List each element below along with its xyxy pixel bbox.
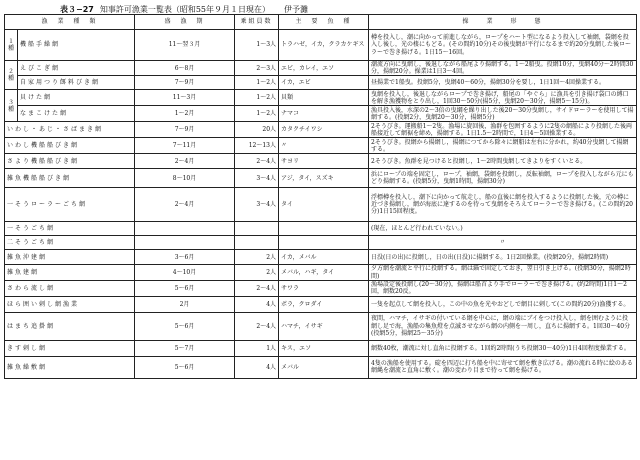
fish-species-cell: ナマコ — [279, 106, 369, 122]
fishery-type-cell: きす刺し網 — [5, 340, 135, 356]
category-cell: ３種 — [5, 90, 18, 122]
table-number: 表３−27 — [60, 5, 94, 14]
fishery-type-cell: 一そうごち網 — [5, 222, 135, 236]
operation-cell: 夕方網を潮流と平行に投網する。網は錨で固定しておき，翌日引き上げる。(投網30分，揚網2時間) — [369, 265, 637, 280]
table-row — [5, 356, 637, 378]
operation-cell: 曳網を投入し，後退しながらロープで巻き揚げ，船尾の「やぐら」に漁具を引き揚げ袋口の縛口を解き漁獲物をとり出し，1回30〜50分(揚5分，曳網20〜30分，揚網5〜15分)。 — [369, 90, 637, 106]
table-row — [5, 90, 637, 106]
header-row — [5, 15, 637, 30]
header-season: 盛 漁 期 — [135, 15, 235, 30]
table-title-text: 知事許可漁業一覧表（昭和55年９月１日現在） — [99, 5, 271, 14]
season-cell: 1〜2月 — [135, 106, 235, 122]
fishery-type-cell: 雑魚建網 — [5, 265, 135, 280]
fish-species-cell: ハマチ，イサギ — [279, 312, 369, 340]
header-operation: 操 業 形 態 — [369, 15, 637, 30]
fishery-type-cell: 雑魚繰敷網 — [5, 356, 135, 378]
season-cell: 3〜6月 — [135, 250, 235, 265]
crew-cell: 1〜2人 — [235, 106, 279, 122]
fish-species-cell — [279, 222, 369, 236]
operation-cell: 網数40枚，潮流に対し直角に投網する。1回約2時間(うち投網30〜40分)1日4回程度操業する。 — [369, 340, 637, 356]
fish-species-cell: 〃 — [279, 138, 369, 154]
operation-cell: 日没(日の出)に投網し，日の出(日没)に揚網する。1日2回操業。(投網20分，揚網2時間) — [369, 250, 637, 265]
season-cell: 7〜11月 — [135, 138, 235, 154]
table-row — [5, 122, 637, 138]
table-body — [5, 30, 637, 379]
season-cell: 5〜7月 — [135, 340, 235, 356]
fish-species-cell: サワラ — [279, 280, 369, 296]
table-row — [5, 296, 637, 312]
fish-species-cell: メバル — [279, 356, 369, 378]
fish-species-cell: イカ，エビ — [279, 76, 369, 90]
fish-species-cell: タイ — [279, 188, 369, 222]
season-cell: 6〜8月 — [135, 61, 235, 76]
crew-cell: 20人 — [235, 122, 279, 138]
crew-cell: 1人 — [235, 340, 279, 356]
fishery-type-cell: 雑魚沖建網 — [5, 250, 135, 265]
crew-cell: 2〜4人 — [235, 312, 279, 340]
crew-cell: 2〜3人 — [235, 61, 279, 76]
fish-species-cell: アジ，タイ，スズキ — [279, 169, 369, 188]
fish-species-cell: サヨリ — [279, 154, 369, 169]
crew-cell — [235, 236, 279, 250]
season-cell: 2月 — [135, 296, 235, 312]
fishery-type-cell: さわら流し網 — [5, 280, 135, 296]
operation-cell: (現在，ほとんど行われていない。) — [369, 222, 637, 236]
table-row — [5, 169, 637, 188]
fishery-type-cell: いわし機船船びき網 — [5, 138, 135, 154]
crew-cell: 3〜4人 — [235, 188, 279, 222]
fishery-type-cell: えびこぎ網 — [18, 61, 135, 76]
crew-cell: 2〜4人 — [235, 280, 279, 296]
season-cell: 11〜3月 — [135, 90, 235, 106]
table-row — [5, 340, 637, 356]
crew-cell: 4人 — [235, 356, 279, 378]
season-cell: 5〜6月 — [135, 356, 235, 378]
fishery-type-cell: はまち追掛網 — [5, 312, 135, 340]
fish-species-cell: 貝類 — [279, 90, 369, 106]
fishery-type-cell: 機船手繰網 — [18, 30, 135, 61]
fish-species-cell: メバル，ハギ，タイ — [279, 265, 369, 280]
table-row — [5, 61, 637, 76]
crew-cell: 1〜2人 — [235, 90, 279, 106]
table-row — [5, 265, 637, 280]
crew-cell: 2人 — [235, 265, 279, 280]
operation-cell: 夜間，ハマチ，イサギの付いている網を中心に，網の端にブイをつけ投入し，網を囲むように投網し足で海，漁船の集魚燈を点滅させながら網の内側を一周し，直ちに揚網する。1回30〜40分(投網5分，揚網25〜35分) — [369, 312, 637, 340]
operation-cell: 漁具投入後，水深の2〜3倍の曳綱を繰り出した後20〜30分曳網し，サイドローラーを使用して揚網する。(投網2分，曳網20〜30分，揚網5分) — [369, 106, 637, 122]
crew-cell: 1〜2人 — [235, 76, 279, 90]
fishery-type-cell: 貝けた網 — [18, 90, 135, 106]
operation-cell: 昼揚業で1船曳。投網5分，曳網40〜60分，揚網30分を要し，1日1回〜4回操業する。 — [369, 76, 637, 90]
table-row — [5, 106, 637, 122]
operation-cell: 浮標樽を投入し，潮下に向かって航走し，船の直後に網を投入するように投網した後，元の樽に近づき揚網し，網が海底に達するのを待って曳網をそろえてローラーで巻き揚げる。(この間約20分)1日15回程度。 — [369, 188, 637, 222]
crew-cell: 3〜4人 — [235, 169, 279, 188]
season-cell: 8〜10月 — [135, 169, 235, 188]
crew-cell: 1〜3人 — [235, 30, 279, 61]
table-row — [5, 154, 637, 169]
season-cell: 7〜9月 — [135, 122, 235, 138]
fish-species-cell: トラハゼ，イカ，クラカケギス — [279, 30, 369, 61]
fishery-type-cell: 雑魚機船船びき網 — [5, 169, 135, 188]
season-cell: 2〜4月 — [135, 188, 235, 222]
table-row — [5, 280, 637, 296]
season-cell: 11〜翌３月 — [135, 30, 235, 61]
crew-cell — [235, 222, 279, 236]
operation-cell: 潮流方向に曳網し，後退しながら船尾より揚網する。1〜2船曳。投網10分，曳網40分〜2時間30分，揚網20分。操業は1日3〜4回。 — [369, 61, 637, 76]
operation-cell: 浜にロープの端を固定し，ロープ，袖網，袋網を投網し，反転袖網，ロープを投入しながら元にもどり揚網する。(投網5分，曳網1時間，揚網30分) — [369, 169, 637, 188]
category-cell: １種 — [5, 30, 18, 61]
fishery-type-cell: さより機船船びき網 — [5, 154, 135, 169]
operation-cell: 2そうびき。投網から揚網し，揚網につてから除々に網船は左右に分かれ，約40分曳網して揚網する。 — [369, 138, 637, 154]
crew-cell: 12〜13人 — [235, 138, 279, 154]
table-row — [5, 312, 637, 340]
season-cell: 4〜10月 — [135, 265, 235, 280]
season-cell — [135, 236, 235, 250]
table-location: 伊予灘 — [284, 5, 309, 14]
fishery-type-cell: ほら囲い刺し網漁業 — [5, 296, 135, 312]
table-row — [5, 222, 637, 236]
fish-species-cell: キス，エソ — [279, 340, 369, 356]
fish-species-cell: ボラ，クロダイ — [279, 296, 369, 312]
season-cell: 5〜6月 — [135, 280, 235, 296]
fish-species-cell: エビ，カレイ，エソ — [279, 61, 369, 76]
fishery-type-cell: いわし・あじ・さばまき網 — [5, 122, 135, 138]
operation-cell: 樽を投入し，潮に向かって前進しながら，ロープをハート型になるよう投入して袖網，袋網を投入し後し，光の棲にもどる。(その間約10分)その後曳網が平行になるまで約20分曳網した後ローラーで巻き揚げる。1日15〜16回。 — [369, 30, 637, 61]
fishery-type-cell: なまこけた網 — [18, 106, 135, 122]
operation-cell: 2そうびき。運搬船1〜2隻。漁場に旋回後，漁群を包囲するように2隻の網船により投網した後両船接近して網裾を締め，揚網する。1日1.5〜2時間で，1日4〜5回操業する。 — [369, 122, 637, 138]
category-cell: ２種 — [5, 61, 18, 90]
fish-species-cell — [279, 236, 369, 250]
season-cell — [135, 222, 235, 236]
operation-cell: 4隻の漁船を使用する。碇を四辺に打ち船を中に寄せて網を敷き広げる。潮の流れる時に絵のある網縄を潮流と直角に敷く。潮の変わり目まで待って網を揚げる。 — [369, 356, 637, 378]
header-crew: 乗組員数 — [235, 15, 279, 30]
crew-cell: 2〜4人 — [235, 154, 279, 169]
crew-cell: 2人 — [235, 250, 279, 265]
fish-species-cell: カタクチイワシ — [279, 122, 369, 138]
operation-cell: 漁場設定後投網し(20〜30分)，揚網は船首より手でローラーで巻き揚げる。(約2時間)1日1〜2回，網数20反。 — [369, 280, 637, 296]
table-row — [5, 76, 637, 90]
table-row — [5, 30, 637, 61]
fishery-table — [4, 14, 637, 379]
season-cell: 5〜6月 — [135, 312, 235, 340]
operation-cell: 〃 — [369, 236, 637, 250]
fish-species-cell: イカ，メバル — [279, 250, 369, 265]
table-row — [5, 138, 637, 154]
season-cell: 7〜9月 — [135, 76, 235, 90]
header-fish: 主 要 魚 種 — [279, 15, 369, 30]
table-row — [5, 250, 637, 265]
table-row — [5, 188, 637, 222]
fishery-type-cell: 一そうローラーごち網 — [5, 188, 135, 222]
table-row — [5, 236, 637, 250]
operation-cell: 一隻を起点して網を投入し，この中の魚を光やおどしで網目に刺して(この間約20分)漁獲する。 — [369, 296, 637, 312]
header-type: 漁 業 種 類 — [5, 15, 135, 30]
crew-cell: 4人 — [235, 296, 279, 312]
fishery-type-cell: 自家用つり餌料びき網 — [18, 76, 135, 90]
operation-cell: 2そうびき。魚群を見つけると投網し，1〜2時間曳網してきよりをすくいとる。 — [369, 154, 637, 169]
season-cell: 2〜4月 — [135, 154, 235, 169]
fishery-type-cell: 二そうごち網 — [5, 236, 135, 250]
